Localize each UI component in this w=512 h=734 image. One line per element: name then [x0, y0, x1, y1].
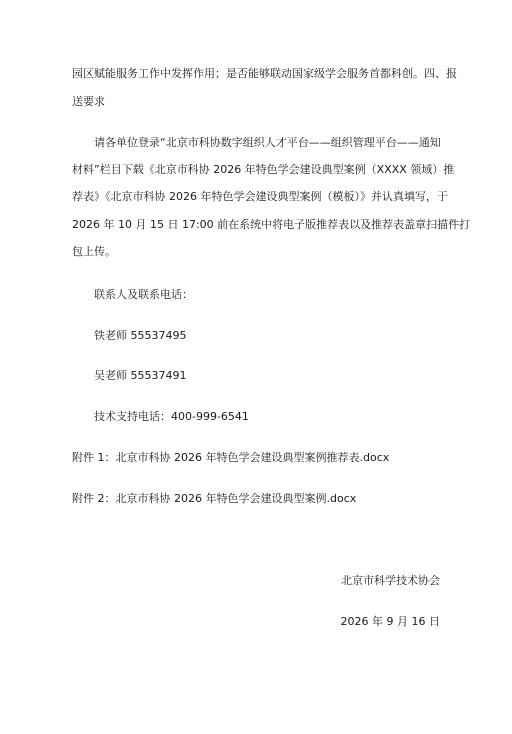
contact-entry: 吴老师 55537491 — [94, 369, 187, 382]
signature-organization: 北京市科学技术协会 — [341, 574, 440, 587]
contact-heading: 联系人及联系电话： — [94, 288, 193, 301]
paragraph-line: 请各单位登录“北京市科协数字组织人才平台——组织管理平台——通知 — [94, 136, 441, 149]
paragraph-line: 荐表》《北京市科协 2026 年特色学会建设典型案例（模板）》并认真填写，于 — [72, 190, 448, 203]
paragraph-line: 材料”栏目下载《北京市科协 2026 年特色学会建设典型案例（XXXX 领域）推 — [72, 163, 455, 176]
paragraph-line: 2026 年 10 月 15 日 17:00 前在系统中将电子版推荐表以及推荐表盖章扫描件打 — [72, 218, 471, 231]
paragraph-line: 包上传。 — [72, 245, 116, 258]
attachment-line: 附件 2：北京市科协 2026 年特色学会建设典型案例.docx — [72, 492, 357, 505]
paragraph-line: 送要求 — [72, 95, 105, 108]
signature-date: 2026 年 9 月 16 日 — [340, 615, 440, 628]
paragraph-line: 园区赋能服务工作中发挥作用；是否能够联动国家级学会服务首都科创。四、报 — [72, 67, 457, 80]
attachment-line: 附件 1：北京市科协 2026 年特色学会建设典型案例推荐表.docx — [72, 451, 390, 464]
contact-entry: 铁老师 55537495 — [94, 329, 187, 342]
tech-support-line: 技术支持电话：400-999-6541 — [94, 410, 249, 423]
